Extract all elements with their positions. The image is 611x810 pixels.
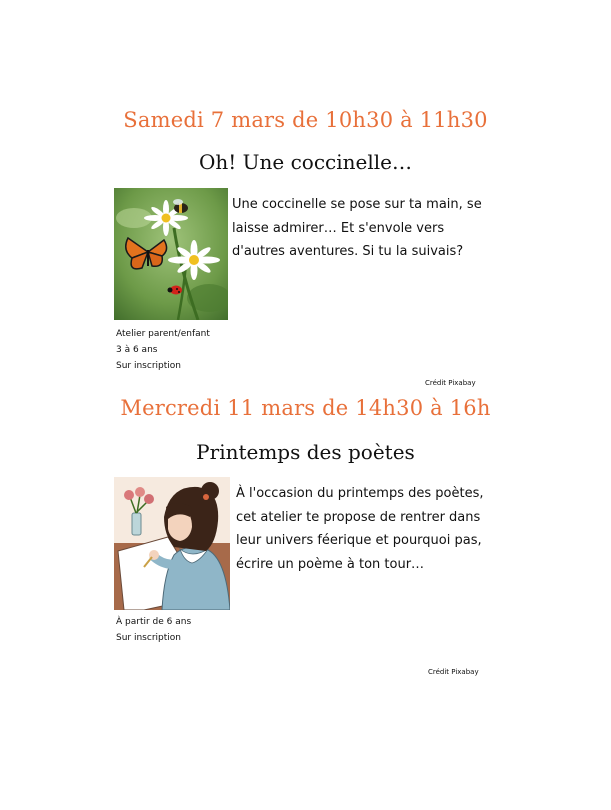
event-1-title: Oh! Une coccinelle… <box>199 150 412 174</box>
info-line: À partir de 6 ans <box>116 617 192 627</box>
ladybug-butterfly-daisy-icon <box>114 188 228 320</box>
description-line: laisse admirer… Et s'envole vers <box>232 220 445 236</box>
info-line: Sur inscription <box>116 633 181 643</box>
event-2-credit: Crédit Pixabay <box>428 668 479 676</box>
event-2-date: Mercredi 11 mars de 14h30 à 16h <box>120 396 491 420</box>
info-line: 3 à 6 ans <box>116 345 158 355</box>
description-line: À l'occasion du printemps des poètes, <box>236 486 484 501</box>
event-2-description <box>236 482 483 576</box>
event-1-info <box>116 326 210 374</box>
event-1-date: Samedi 7 mars de 10h30 à 11h30 <box>123 108 488 132</box>
info-line: Atelier parent/enfant <box>116 329 210 339</box>
event-2-info <box>116 614 191 646</box>
girl-writing-icon <box>114 477 230 610</box>
event-1-description <box>232 193 482 264</box>
description-line: d'autres aventures. Si tu la suivais? <box>232 244 464 259</box>
description-line: écrire un poème à ton tour… <box>236 556 425 572</box>
description-line: Une coccinelle se pose sur ta main, se <box>232 197 482 212</box>
info-line: Sur inscription <box>116 361 181 371</box>
event-2-title: Printemps des poètes <box>196 440 415 464</box>
description-line: leur univers féerique et pourquoi pas, <box>236 533 482 548</box>
description-line: cet atelier te propose de rentrer dans <box>236 509 481 525</box>
event-1-credit: Crédit Pixabay <box>425 379 476 387</box>
